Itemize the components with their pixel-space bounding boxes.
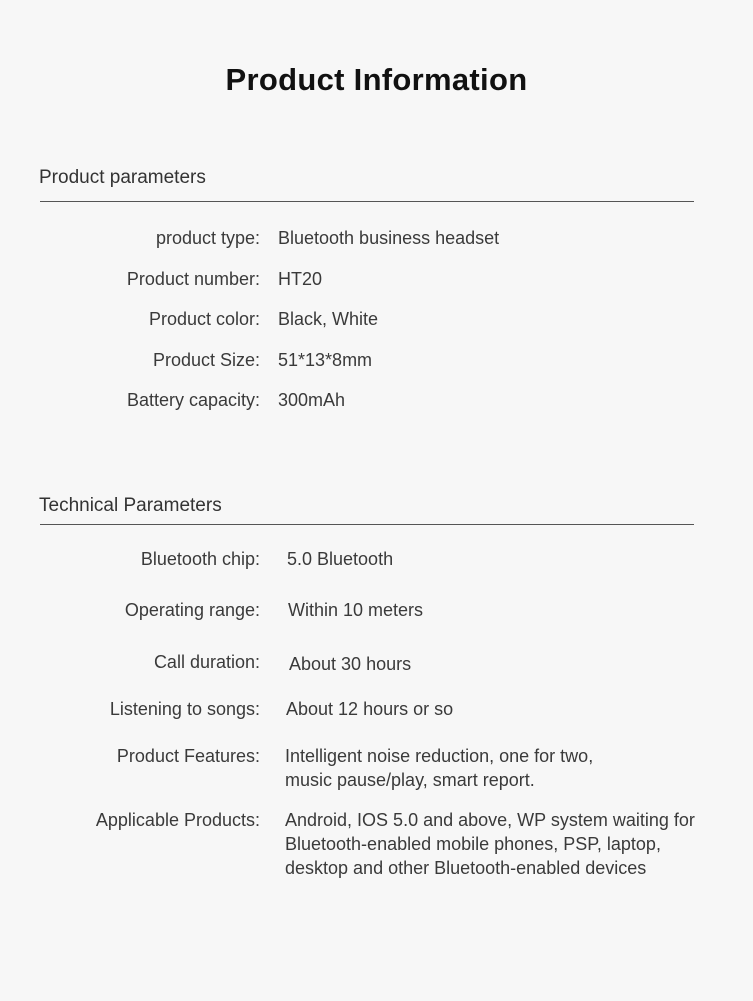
tech-value: 5.0 Bluetooth [287, 549, 394, 569]
tech-label: Product Features: [116, 746, 260, 766]
param-label: Product Size: [152, 350, 260, 370]
tech-value: Within 10 meters [288, 600, 424, 620]
tech-value: Intelligent noise reduction, one for two, music pause/play, smart report. [285, 746, 594, 790]
tech-label: Listening to songs: [109, 699, 260, 719]
tech-label: Applicable Products: [95, 810, 260, 830]
tech-value: About 12 hours or so [286, 699, 454, 719]
param-value: 51*13*8mm [278, 350, 373, 370]
tech-label: Bluetooth chip: [140, 549, 260, 569]
tech-label: Call duration: [153, 652, 260, 672]
param-label: product type: [155, 228, 260, 248]
tech-value: Android, IOS 5.0 and above, WP system waiting for Bluetooth-enabled mobile phones, PSP, laptop, desktop and other Bluetooth-enabled devices [285, 810, 695, 878]
product-parameters-divider [40, 201, 694, 202]
product-parameters-heading: Product parameters [39, 167, 206, 188]
page-title: Product Information [225, 62, 528, 97]
param-value: Bluetooth business headset [278, 228, 500, 248]
tech-label: Operating range: [124, 600, 260, 620]
tech-value: About 30 hours [289, 654, 412, 674]
technical-parameters-divider [40, 524, 694, 525]
param-label: Product number: [126, 269, 260, 289]
param-value: Black, White [278, 309, 379, 329]
param-label: Battery capacity: [126, 390, 260, 410]
param-value: 300mAh [278, 390, 346, 410]
param-value: HT20 [278, 269, 323, 289]
param-label: Product color: [148, 309, 260, 329]
technical-parameters-heading: Technical Parameters [39, 495, 222, 516]
